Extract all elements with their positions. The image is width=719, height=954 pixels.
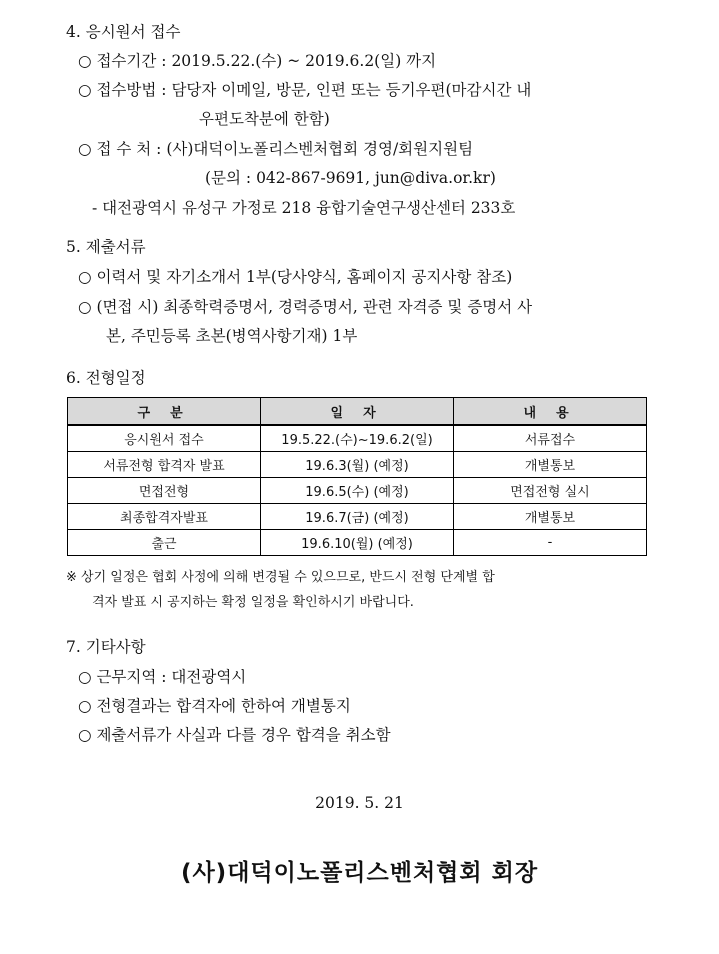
section-7-title: 7. 기타사항 — [66, 638, 146, 656]
cell-date: 19.6.3(월) (예정) — [261, 452, 454, 478]
cell-content: 면접전형 실시 — [454, 478, 647, 504]
header-date: 일 자 — [261, 398, 454, 426]
schedule-table — [67, 397, 647, 556]
documents-item-2: ○ (면접 시) 최종학력증명서, 경력증명서, 관련 자격증 및 증명서 사 — [78, 298, 533, 316]
receipt-place-label: ○ 접 수 처 : — [78, 140, 162, 158]
table-row — [68, 530, 647, 556]
cell-date: 19.6.10(월) (예정) — [261, 530, 454, 556]
header-content: 내 용 — [454, 398, 647, 426]
cell-content: - — [454, 530, 647, 556]
table-row — [68, 452, 647, 478]
cell-category: 서류전형 합격자 발표 — [68, 452, 261, 478]
etc-item-2: ○ 전형결과는 합격자에 한하여 개별통지 — [78, 697, 351, 715]
schedule-note-cont: 격자 발표 시 공지하는 확정 일정을 확인하시기 바랍니다. — [92, 595, 414, 610]
receipt-place-value: (사)대덕이노폴리스벤처협회 경영/회원지원팀 — [166, 140, 474, 158]
cell-category: 면접전형 — [68, 478, 261, 504]
etc-item-1: ○ 근무지역 : 대전광역시 — [78, 668, 247, 686]
documents-item-2-cont: 본, 주민등록 초본(병역사항기재) 1부 — [106, 327, 358, 345]
etc-item-3: ○ 제출서류가 사실과 다를 경우 합격을 취소함 — [78, 726, 391, 744]
cell-category: 출근 — [68, 530, 261, 556]
receipt-period-label: ○ 접수기간 : — [78, 52, 167, 70]
receipt-method-value-cont: 우편도착분에 한함) — [199, 110, 330, 128]
address: - 대전광역시 유성구 가정로 218 융합기술연구생산센터 233호 — [92, 199, 516, 217]
schedule-note: ※ 상기 일정은 협회 사정에 의해 변경될 수 있으므로, 반드시 전형 단계별 합 — [66, 570, 495, 585]
contact-info: (문의 : 042-867-9691, jun@diva.or.kr) — [205, 169, 496, 187]
documents-item-1: ○ 이력서 및 자기소개서 1부(당사양식, 홈페이지 공지사항 참조) — [78, 268, 513, 286]
document-date: 2019. 5. 21 — [315, 794, 404, 812]
cell-content: 개별통보 — [454, 504, 647, 530]
table-row — [68, 504, 647, 530]
cell-category: 응시원서 접수 — [68, 425, 261, 452]
cell-date: 19.5.22.(수)~19.6.2(일) — [261, 425, 454, 452]
cell-date: 19.6.7(금) (예정) — [261, 504, 454, 530]
table-row — [68, 425, 647, 452]
receipt-period — [78, 51, 436, 71]
receipt-period-value: 2019.5.22.(수) ~ 2019.6.2(일) 까지 — [171, 52, 437, 70]
receipt-method-label: ○ 접수방법 : — [78, 81, 167, 99]
receipt-method-value: 담당자 이메일, 방문, 인편 또는 등기우편(마감시간 내 — [171, 81, 532, 99]
cell-content: 개별통보 — [454, 452, 647, 478]
section-6-title: 6. 전형일정 — [66, 369, 146, 387]
receipt-method — [78, 80, 531, 100]
signature-org: (사)대덕이노폴리스벤처협회 회장 — [180, 860, 539, 886]
section-5-title: 5. 제출서류 — [66, 238, 146, 256]
section-4-title: 4. 응시원서 접수 — [66, 23, 181, 41]
schedule-header-row — [68, 398, 647, 426]
cell-content: 서류접수 — [454, 425, 647, 452]
cell-date: 19.6.5(수) (예정) — [261, 478, 454, 504]
header-category: 구 분 — [68, 398, 261, 426]
cell-category: 최종합격자발표 — [68, 504, 261, 530]
table-row — [68, 478, 647, 504]
receipt-place — [78, 139, 473, 159]
